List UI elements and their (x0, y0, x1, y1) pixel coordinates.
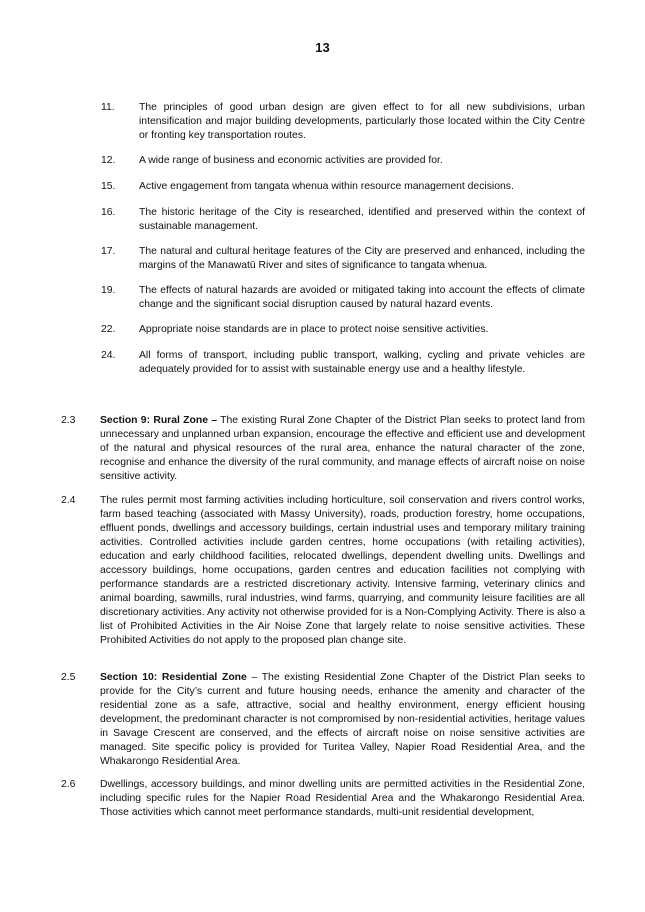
list-item-number: 24. (101, 350, 116, 361)
list-item-text: The natural and cultural heritage features of the City are preserved and enhanced, including the margins of the Manawatū River and sites of significance to tangata whenua. (139, 246, 585, 271)
section-body: The existing Rural Zone Chapter of the District Plan seeks to protect land from unnecessary and unplanned urban expansion, encourage the effective and efficient use and development of the natural and physical resources of the rural area, enhance the natural character of the zone, recognise and enhance the diversity of the rural community, and manage effects of aircraft noise on noise sensitive activity. (100, 415, 585, 482)
section-body: – The existing Residential Zone Chapter of the District Plan seeks to provide for the City’s current and future housing needs, enhance the amenity and character of the residential zone as a safe, attractive, social and healthy environment, energy efficient housing development, the predominant character is not compromised by non-residential activities, heritage values in Savage Crescent are conserved, and the effects of aircraft noise on noise sensitive activities are managed. Site specific policy is provided for Turitea Valley, Napier Road Residential Area, and the Whakarongo Residential Area. (100, 672, 585, 767)
list-item (101, 284, 585, 312)
list-item-number: 17. (101, 246, 116, 257)
section-paragraph (61, 494, 585, 662)
section-number: 2.3 (61, 415, 76, 426)
list-item-number: 19. (101, 285, 116, 296)
list-item (101, 323, 585, 337)
list-item (101, 101, 585, 143)
section-heading: Section 10: Residential Zone (100, 672, 247, 683)
list-item (101, 154, 585, 168)
list-item (101, 206, 585, 234)
section-heading: Section 9: Rural Zone – (100, 415, 218, 426)
section-text (100, 671, 585, 769)
list-item-text: The historic heritage of the City is researched, identified and preserved within the context of sustainable management. (139, 207, 585, 232)
list-item (101, 180, 585, 194)
list-item (101, 245, 585, 273)
list-item-number: 11. (101, 102, 115, 113)
section-number: 2.6 (61, 779, 76, 790)
list-item-number: 15. (101, 181, 116, 192)
list-item-text: All forms of transport, including public transport, walking, cycling and private vehicles are adequately provided for to assist with sustainable energy use and a healthy lifestyle. (139, 350, 585, 375)
section-text (100, 414, 585, 484)
section-paragraph (61, 778, 585, 820)
list-item-text: A wide range of business and economic activities are provided for. (139, 155, 443, 166)
section-number: 2.5 (61, 672, 76, 683)
section-paragraph (61, 414, 585, 484)
section-text: The rules permit most farming activities including horticulture, soil conservation and rivers control works, farm based teaching (associated with Massy University), roads, production forestry, home occupations, effluent ponds, dwellings and accessory buildings, certain industrial uses and temporary military training activities. Controlled activities include garden centres, home occupations (with retailing activities), education and early childhood facilities, relocated dwellings, dependent dwelling units. Dwellings and accessory buildings, home occupations, garden centres and education facilities not complying with performance standards are a restricted discretionary activity. Intensive farming, veterinary clinics and animal boarding, sawmills, rural industries, wind farms, quarrying, and community leisure facilities are all discretionary activities. Any activity not otherwise provided for is a Non-Complying Activity. There is also a list of Prohibited Activities in the Air Noise Zone that largely relate to noise sensitive activities. These Prohibited Activities do not apply to the proposed plan change site. (100, 495, 585, 646)
list-item-number: 22. (101, 324, 116, 335)
list-item-text: Active engagement from tangata whenua within resource management decisions. (139, 181, 514, 192)
section-paragraph (61, 671, 585, 769)
list-item-text: The principles of good urban design are given effect to for all new subdivisions, urban intensification and major building developments, particularly those located within the City Centre or fronting key transportation routes. (139, 102, 585, 141)
list-item-text: The effects of natural hazards are avoided or mitigated taking into account the effects of climate change and the significant social disruption caused by natural hazard events. (139, 285, 585, 310)
section-text: Dwellings, accessory buildings, and minor dwelling units are permitted activities in the Residential Zone, including specific rules for the Napier Road Residential Area and the Whakarongo Residential Area. Those activities which cannot meet performance standards, multi-unit residential development, (100, 779, 585, 818)
list-item-number: 12. (101, 155, 116, 166)
list-item-text: Appropriate noise standards are in place to protect noise sensitive activities. (139, 324, 489, 335)
list-item (101, 349, 585, 377)
page-number: 13 (315, 40, 330, 55)
section-number: 2.4 (61, 495, 76, 506)
list-item-number: 16. (101, 207, 116, 218)
